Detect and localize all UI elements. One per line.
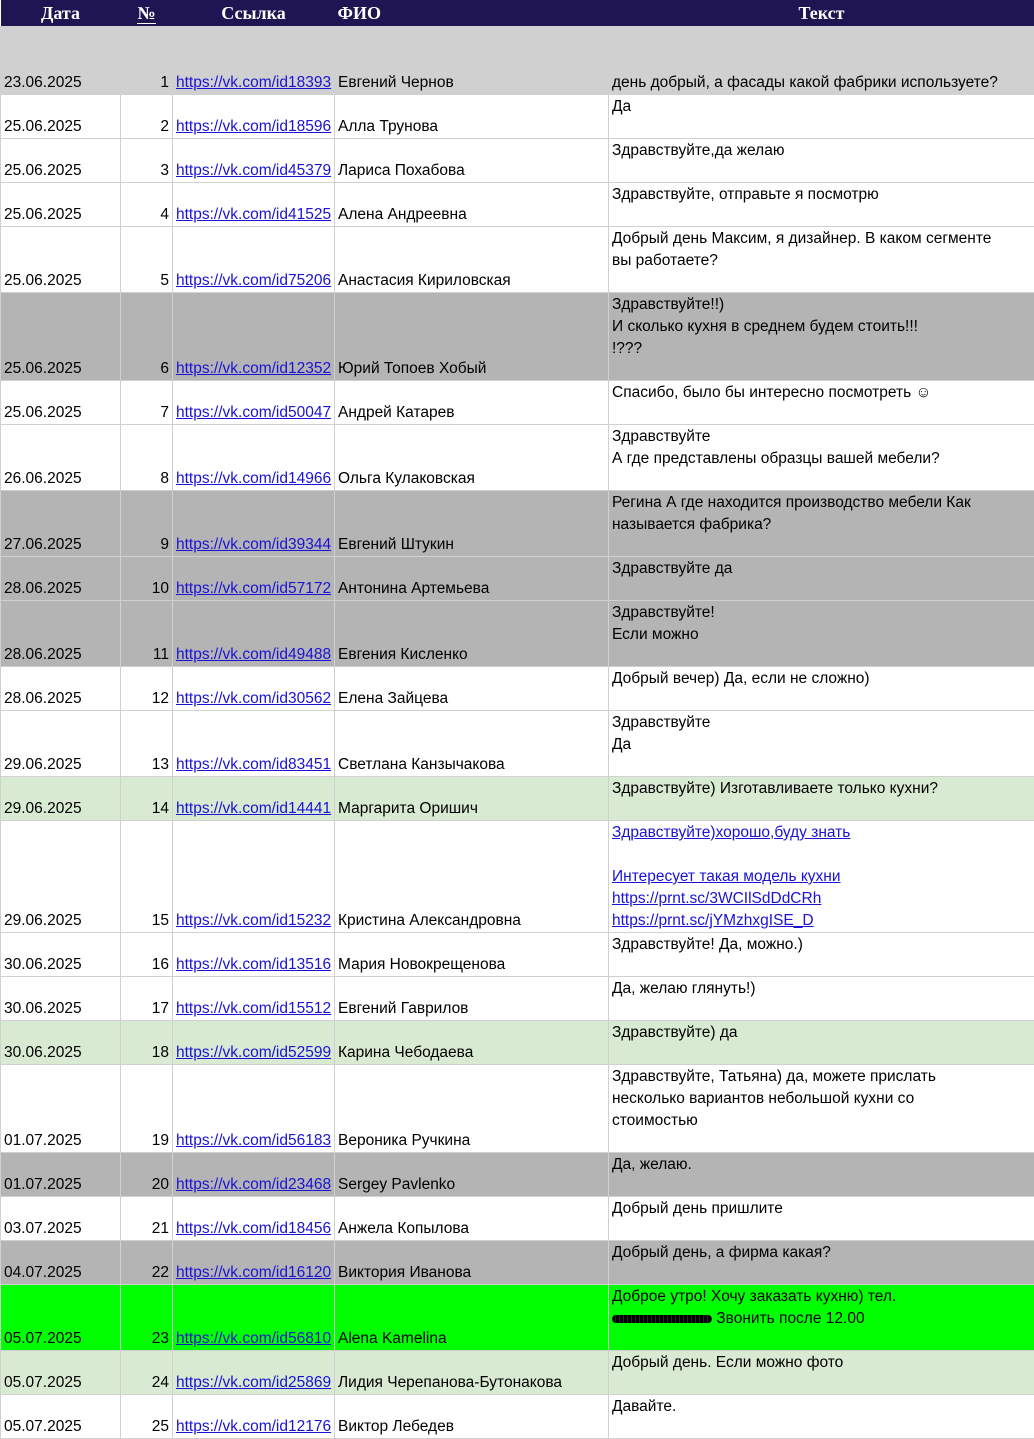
cell-link[interactable] — [173, 425, 335, 491]
cell-date[interactable]: 25.06.2025 — [1, 227, 121, 293]
cell-fio[interactable]: Евгений Чернов — [335, 27, 609, 95]
cell-number[interactable]: 25 — [121, 1395, 173, 1439]
cell-text[interactable]: Добрый день. Если можно фото — [609, 1351, 1034, 1395]
message-line: Звонить после 12.00 — [712, 1310, 865, 1327]
profile-link[interactable]: https://vk.com/id57172 — [176, 580, 331, 597]
cell-number[interactable]: 13 — [121, 711, 173, 777]
profile-link[interactable]: https://vk.com/id75206 — [176, 272, 331, 289]
cell-number[interactable]: 14 — [121, 777, 173, 821]
cell-fio[interactable]: Анастасия Кириловская — [335, 227, 609, 293]
cell-number[interactable]: 22 — [121, 1241, 173, 1285]
profile-link[interactable]: https://vk.com/id56810 — [176, 1330, 331, 1347]
cell-date[interactable]: 25.06.2025 — [1, 95, 121, 139]
profile-link[interactable]: https://vk.com/id12176 — [176, 1418, 331, 1435]
table-row — [1, 293, 1034, 381]
table-row — [1, 27, 1034, 95]
cell-link[interactable] — [173, 139, 335, 183]
header-link[interactable]: Ссылка — [173, 0, 335, 27]
table-row — [1, 1241, 1034, 1285]
header-date[interactable]: Дата — [1, 0, 121, 27]
cell-date[interactable]: 30.06.2025 — [1, 977, 121, 1021]
cell-link[interactable] — [173, 1153, 335, 1197]
cell-text[interactable]: Здравствуйте да — [609, 557, 1034, 601]
cell-fio[interactable]: Елена Зайцева — [335, 667, 609, 711]
table-row — [1, 1351, 1034, 1395]
cell-link[interactable] — [173, 293, 335, 381]
cell-link[interactable] — [173, 27, 335, 95]
cell-text[interactable]: Спасибо, было бы интересно посмотреть ☺ — [609, 381, 1034, 425]
cell-text[interactable]: Давайте. — [609, 1395, 1034, 1439]
profile-link[interactable]: https://vk.com/id45379 — [176, 162, 331, 179]
table-row — [1, 667, 1034, 711]
cell-date[interactable]: 26.06.2025 — [1, 425, 121, 491]
cell-text[interactable]: Здравствуйте Да — [609, 711, 1034, 777]
header-text[interactable]: Текст — [609, 0, 1034, 27]
cell-text[interactable]: Добрый вечер) Да, если не сложно) — [609, 667, 1034, 711]
table-row — [1, 1065, 1034, 1153]
cell-date[interactable]: 25.06.2025 — [1, 293, 121, 381]
cell-link[interactable] — [173, 1241, 335, 1285]
profile-link[interactable]: https://vk.com/id52599 — [176, 1044, 331, 1061]
cell-fio[interactable]: Виктория Иванова — [335, 1241, 609, 1285]
cell-link[interactable] — [173, 381, 335, 425]
cell-link[interactable] — [173, 711, 335, 777]
cell-date[interactable]: 28.06.2025 — [1, 601, 121, 667]
cell-link[interactable] — [173, 1395, 335, 1439]
cell-fio[interactable]: Алла Трунова — [335, 95, 609, 139]
cell-number[interactable]: 10 — [121, 557, 173, 601]
cell-link[interactable] — [173, 227, 335, 293]
cell-text[interactable]: Здравствуйте А где представлены образцы вашей мебели? — [609, 425, 1034, 491]
cell-link[interactable] — [173, 821, 335, 933]
cell-link[interactable] — [173, 1285, 335, 1351]
table-row — [1, 601, 1034, 667]
cell-date[interactable]: 30.06.2025 — [1, 933, 121, 977]
cell-fio[interactable]: Виктор Лебедев — [335, 1395, 609, 1439]
table-row — [1, 933, 1034, 977]
cell-date[interactable]: 23.06.2025 — [1, 27, 121, 95]
table-row — [1, 711, 1034, 777]
profile-link[interactable]: https://vk.com/id83451 — [176, 756, 331, 773]
cell-text[interactable]: Да, желаю глянуть!) — [609, 977, 1034, 1021]
message-line: Доброе утро! Хочу заказать кухню) тел. — [612, 1286, 1031, 1308]
cell-fio[interactable]: Карина Чебодаева — [335, 1021, 609, 1065]
header-fio[interactable]: ФИО — [335, 0, 609, 27]
cell-text[interactable]: Да, желаю. — [609, 1153, 1034, 1197]
profile-link[interactable]: https://vk.com/id18393 — [176, 74, 331, 91]
cell-date[interactable]: 01.07.2025 — [1, 1065, 121, 1153]
cell-text[interactable]: Здравствуйте! Если можно — [609, 601, 1034, 667]
cell-link[interactable] — [173, 491, 335, 557]
cell-link[interactable] — [173, 667, 335, 711]
cell-link[interactable] — [173, 557, 335, 601]
cell-fio[interactable]: Лидия Черепанова-Бутонакова — [335, 1351, 609, 1395]
cell-number[interactable]: 5 — [121, 227, 173, 293]
profile-link[interactable]: https://vk.com/id18456 — [176, 1220, 331, 1237]
cell-text[interactable] — [609, 821, 1034, 933]
cell-date[interactable]: 03.07.2025 — [1, 1197, 121, 1241]
cell-text[interactable]: день добрый, а фасады какой фабрики используете? — [609, 27, 1034, 95]
cell-date[interactable]: 25.06.2025 — [1, 139, 121, 183]
cell-fio[interactable]: Sergey Pavlenko — [335, 1153, 609, 1197]
profile-link[interactable]: https://vk.com/id14441 — [176, 800, 331, 817]
cell-link[interactable] — [173, 777, 335, 821]
profile-link[interactable]: https://vk.com/id23468 — [176, 1176, 331, 1193]
cell-number[interactable]: 17 — [121, 977, 173, 1021]
table-row — [1, 95, 1034, 139]
profile-link[interactable]: https://vk.com/id30562 — [176, 690, 331, 707]
header-number[interactable] — [121, 0, 173, 27]
cell-number[interactable]: 11 — [121, 601, 173, 667]
cell-date[interactable]: 27.06.2025 — [1, 491, 121, 557]
table-row — [1, 425, 1034, 491]
cell-date[interactable]: 29.06.2025 — [1, 777, 121, 821]
cell-text[interactable]: Здравствуйте) Изготавливаете только кухни? — [609, 777, 1034, 821]
cell-fio[interactable]: Евгений Штукин — [335, 491, 609, 557]
cell-fio[interactable]: Антонина Артемьева — [335, 557, 609, 601]
cell-link[interactable] — [173, 95, 335, 139]
table-row — [1, 1197, 1034, 1241]
cell-number[interactable]: 7 — [121, 381, 173, 425]
redacted-phone — [612, 1315, 712, 1323]
table-row — [1, 777, 1034, 821]
table-row — [1, 381, 1034, 425]
cell-fio[interactable]: Светлана Канзычакова — [335, 711, 609, 777]
profile-link[interactable]: https://vk.com/id56183 — [176, 1132, 331, 1149]
cell-date[interactable]: 25.06.2025 — [1, 381, 121, 425]
cell-text[interactable]: Здравствуйте, отправьте я посмотрю — [609, 183, 1034, 227]
cell-number[interactable]: 20 — [121, 1153, 173, 1197]
table-row — [1, 1153, 1034, 1197]
cell-date[interactable]: 05.07.2025 — [1, 1395, 121, 1439]
cell-date[interactable]: 29.06.2025 — [1, 821, 121, 933]
cell-date[interactable]: 30.06.2025 — [1, 1021, 121, 1065]
profile-link[interactable]: https://vk.com/id49488 — [176, 646, 331, 663]
cell-number[interactable]: 16 — [121, 933, 173, 977]
table-row — [1, 139, 1034, 183]
profile-link[interactable]: https://vk.com/id39344 — [176, 536, 331, 553]
cell-text[interactable]: Добрый день пришлите — [609, 1197, 1034, 1241]
cell-number[interactable]: 21 — [121, 1197, 173, 1241]
cell-number[interactable]: 2 — [121, 95, 173, 139]
cell-link[interactable] — [173, 933, 335, 977]
cell-number[interactable]: 6 — [121, 293, 173, 381]
cell-date[interactable]: 25.06.2025 — [1, 183, 121, 227]
cell-fio[interactable]: Ольга Кулаковская — [335, 425, 609, 491]
cell-text[interactable] — [609, 1285, 1034, 1351]
table-row — [1, 183, 1034, 227]
profile-link[interactable]: https://vk.com/id16120 — [176, 1264, 331, 1281]
cell-number[interactable]: 1 — [121, 27, 173, 95]
cell-number[interactable]: 8 — [121, 425, 173, 491]
profile-link[interactable]: https://vk.com/id14966 — [176, 470, 331, 487]
cell-link[interactable] — [173, 601, 335, 667]
cell-number[interactable]: 9 — [121, 491, 173, 557]
cell-number[interactable]: 15 — [121, 821, 173, 933]
cell-text[interactable]: Здравствуйте!!) И сколько кухня в среднем будем стоить!!! !??? — [609, 293, 1034, 381]
profile-link[interactable]: https://vk.com/id13516 — [176, 956, 331, 973]
message-line[interactable]: Здравствуйте)хорошо,буду знать — [612, 824, 850, 841]
cell-text[interactable]: Да — [609, 95, 1034, 139]
table-row — [1, 821, 1034, 933]
table-row — [1, 1395, 1034, 1439]
cell-link[interactable] — [173, 1351, 335, 1395]
cell-fio[interactable]: Евгения Кисленко — [335, 601, 609, 667]
cell-fio[interactable]: Лариса Похабова — [335, 139, 609, 183]
cell-number[interactable]: 23 — [121, 1285, 173, 1351]
cell-fio[interactable]: Юрий Топоев Хобый — [335, 293, 609, 381]
cell-number[interactable]: 19 — [121, 1065, 173, 1153]
cell-number[interactable]: 3 — [121, 139, 173, 183]
cell-fio[interactable]: Маргарита Оришич — [335, 777, 609, 821]
cell-link[interactable] — [173, 1197, 335, 1241]
table-row — [1, 227, 1034, 293]
cell-date[interactable]: 04.07.2025 — [1, 1241, 121, 1285]
cell-link[interactable] — [173, 977, 335, 1021]
cell-text[interactable]: Добрый день, а фирма какая? — [609, 1241, 1034, 1285]
cell-number[interactable]: 4 — [121, 183, 173, 227]
profile-link[interactable]: https://vk.com/id15232 — [176, 912, 331, 929]
cell-date[interactable]: 01.07.2025 — [1, 1153, 121, 1197]
cell-date[interactable]: 05.07.2025 — [1, 1351, 121, 1395]
cell-fio[interactable]: Евгений Гаврилов — [335, 977, 609, 1021]
table-row — [1, 977, 1034, 1021]
table-row — [1, 1021, 1034, 1065]
header-row — [1, 0, 1034, 27]
cell-fio[interactable]: Андрей Катарев — [335, 381, 609, 425]
cell-fio[interactable]: Анжела Копылова — [335, 1197, 609, 1241]
cell-fio[interactable]: Алена Андреевна — [335, 183, 609, 227]
message-line[interactable]: Интересует такая модель кухни — [612, 868, 841, 885]
cell-link[interactable] — [173, 183, 335, 227]
cell-date[interactable]: 29.06.2025 — [1, 711, 121, 777]
cell-fio[interactable]: Мария Новокрещенова — [335, 933, 609, 977]
cell-number[interactable]: 12 — [121, 667, 173, 711]
cell-date[interactable]: 28.06.2025 — [1, 667, 121, 711]
cell-text[interactable]: Здравствуйте) да — [609, 1021, 1034, 1065]
cell-fio[interactable]: Alena Kamelina — [335, 1285, 609, 1351]
screenshot-link[interactable]: https://prnt.sc/jYMzhxgISE_D — [612, 912, 814, 929]
cell-number[interactable]: 24 — [121, 1351, 173, 1395]
cell-date[interactable]: 28.06.2025 — [1, 557, 121, 601]
profile-link[interactable]: https://vk.com/id18596 — [176, 118, 331, 135]
cell-fio[interactable]: Кристина Александровна — [335, 821, 609, 933]
table-row — [1, 1285, 1034, 1351]
cell-date[interactable]: 05.07.2025 — [1, 1285, 121, 1351]
cell-text[interactable]: Здравствуйте,да желаю — [609, 139, 1034, 183]
profile-link[interactable]: https://vk.com/id41525 — [176, 206, 331, 223]
profile-link[interactable]: https://vk.com/id12352 — [176, 360, 331, 377]
profile-link[interactable]: https://vk.com/id50047 — [176, 404, 331, 421]
cell-text[interactable]: Регина А где находится производство мебели Как называется фабрика? — [609, 491, 1034, 557]
header-number-label: № — [137, 3, 155, 24]
profile-link[interactable]: https://vk.com/id15512 — [176, 1000, 331, 1017]
cell-text[interactable]: Здравствуйте, Татьяна) да, можете прислать несколько вариантов небольшой кухни со стоимостью — [609, 1065, 1034, 1153]
table-row — [1, 557, 1034, 601]
table-row — [1, 491, 1034, 557]
cell-text[interactable]: Добрый день Максим, я дизайнер. В каком сегменте вы работаете? — [609, 227, 1034, 293]
cell-text[interactable]: Здравствуйте! Да, можно.) — [609, 933, 1034, 977]
cell-link[interactable] — [173, 1021, 335, 1065]
cell-number[interactable]: 18 — [121, 1021, 173, 1065]
cell-fio[interactable]: Вероника Ручкина — [335, 1065, 609, 1153]
cell-link[interactable] — [173, 1065, 335, 1153]
profile-link[interactable]: https://vk.com/id25869 — [176, 1374, 331, 1391]
table-body — [1, 27, 1034, 1439]
screenshot-link[interactable]: https://prnt.sc/3WCIlSdDdCRh — [612, 890, 821, 907]
